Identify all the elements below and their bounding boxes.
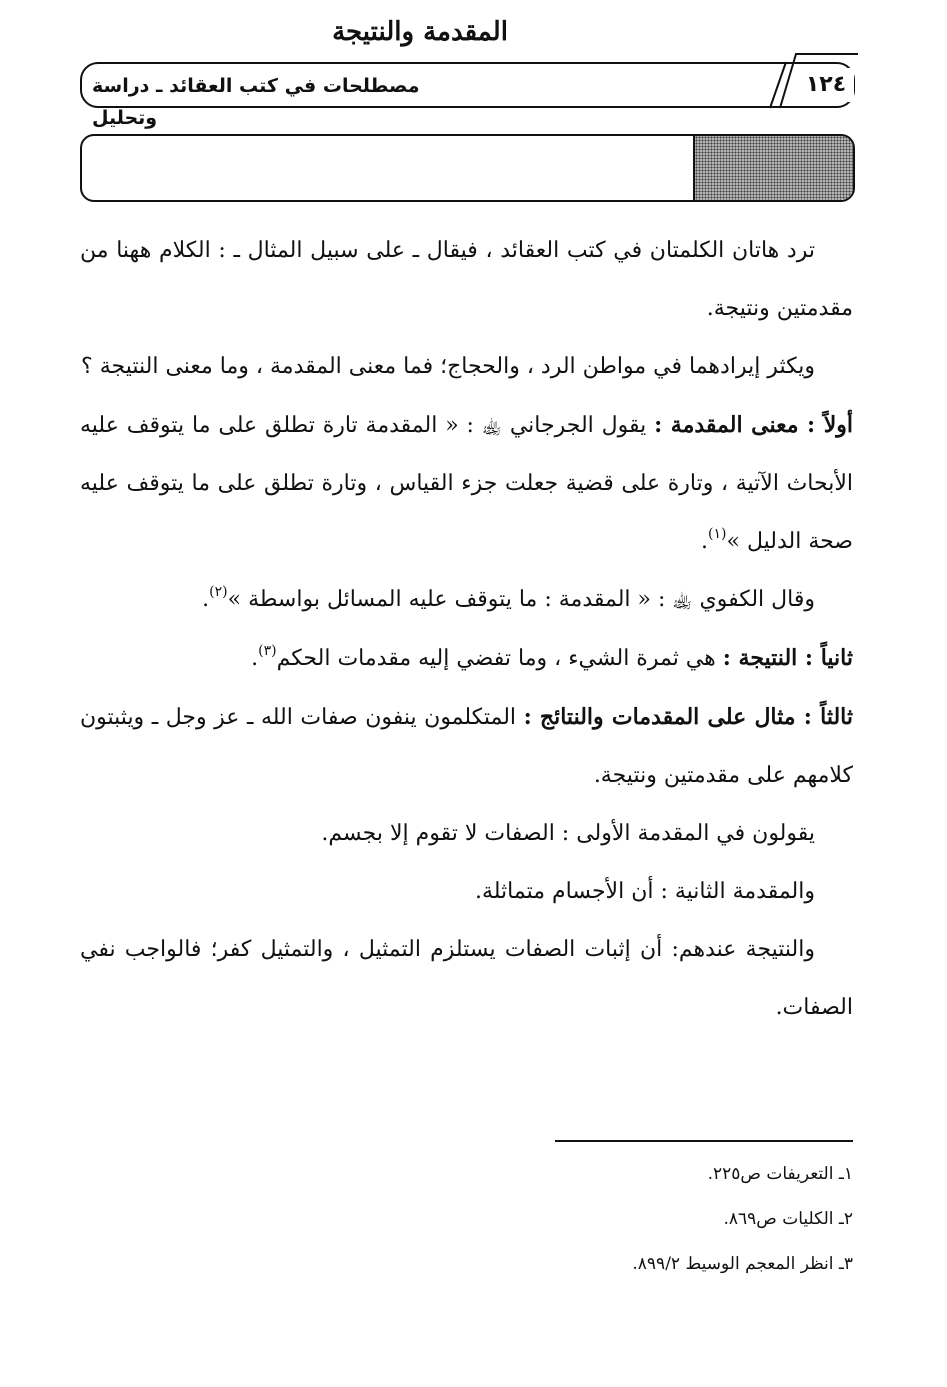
third-heading: ثالثاً : مثال على المقدمات والنتائج : [523, 704, 853, 730]
result-definition-text: هي ثمرة الشيء ، وما تفضي إليه مقدمات الحكم [276, 646, 723, 671]
footnote-separator [555, 1140, 853, 1142]
paragraph-result-definition: ثانياً : النتيجة : هي ثمرة الشيء ، وما تفضي إليه مقدمات الحكم$^{(٣)}$. [251, 643, 853, 671]
first-heading: أولاً : معنى المقدمة : [654, 412, 853, 438]
section-dotted-pattern [695, 136, 853, 200]
footnote-2: ٢ـ الكليات ص٨٦٩. [723, 1209, 853, 1229]
footnote-1: ١ـ التعريفات ص٢٢٥. [707, 1164, 853, 1184]
paragraph-conclusion: والنتيجة عندهم: أن إثبات الصفات يستلزم التمثيل ، والتمثيل كفر؛ فالواجب نفي الصفات. [80, 937, 853, 1020]
paragraph-second-premise: والمقدمة الثانية : أن الأجسام متماثلة. [474, 879, 815, 904]
footnote-ref-1[interactable]: (١) [708, 526, 727, 542]
footnote-ref-3[interactable]: (٣) [258, 643, 277, 659]
footnote-ref-2[interactable]: (٢) [209, 584, 228, 600]
first-definition-text: يقول الجرجاني ﵀ : « المقدمة تارة تطلق على ما يتوقف عليه الأبحاث الآتية ، وتارة على قضية جعلت جزء القياس ، وتارة تطلق على ما يتوقف عليه صحة الدليل » [80, 413, 853, 554]
book-title: مصطلحات في كتب العقائد ـ دراسة وتحليل [92, 75, 420, 129]
kafawi-quote-text: وقال الكفوي ﵀ : « المقدمة : ما يتوقف عليه المسائل بواسطة » [227, 587, 815, 612]
main-text [80, 222, 853, 1037]
paragraph-intro: ترد هاتان الكلمتان في كتب العقائد ، فيقال ـ على سبيل المثال ـ : الكلام ههنا من مقدمتين ونتيجة. [80, 238, 853, 321]
paragraph-first-premise: يقولون في المقدمة الأولى : الصفات لا تقوم إلا بجسم. [321, 821, 815, 846]
second-heading: ثانياً : النتيجة : [722, 645, 853, 671]
section-divider [693, 136, 695, 200]
example-text: المتكلمون ينفون صفات الله ـ عز وجل ـ ويثبتون كلامهم على مقدمتين ونتيجة. [80, 705, 853, 788]
footnotes [420, 1152, 853, 1287]
page-number: ١٢٤ [798, 68, 854, 102]
paragraph-kafawi-quote: وقال الكفوي ﵀ : « المقدمة : ما يتوقف عليه المسائل بواسطة »$^{(٢)}$. [202, 584, 815, 612]
paragraph-question: ويكثر إيرادهما في مواطن الرد ، والحجاج؛ فما معنى المقدمة ، وما معنى النتيجة ؟ [81, 354, 815, 379]
footnote-3: ٣ـ انظر المعجم الوسيط ٨٩٩/٢. [632, 1254, 853, 1274]
section-title-box [80, 134, 855, 202]
section-title: المقدمة والنتيجة [332, 17, 508, 47]
paragraph-first-definition: أولاً : معنى المقدمة : يقول الجرجاني ﵀ : « المقدمة تارة تطلق على ما يتوقف عليه الأبحاث الآتية ، وتارة على قضية جعلت جزء القياس ، وتارة تطلق على ما يتوقف عليه صحة الدليل »$^{(١)}$. [80, 412, 853, 554]
paragraph-example [80, 688, 853, 805]
